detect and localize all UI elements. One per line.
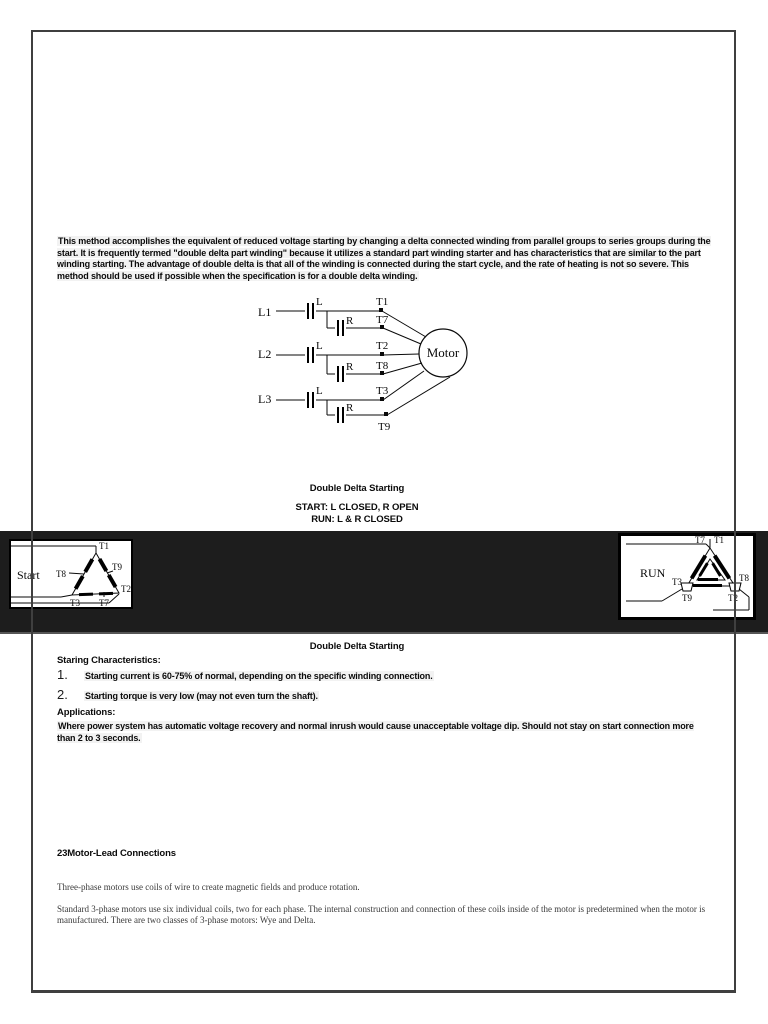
start-t9-label: T9	[112, 562, 122, 572]
motor-lead-paragraph-1: Three-phase motors use coils of wire to create magnetic fields and produce rotation.	[57, 882, 360, 892]
terminal-t9-label: T9	[378, 421, 391, 433]
run-t3-label: T3	[672, 577, 682, 587]
contactor-r-label-1: R	[346, 315, 354, 327]
run-delta-box	[618, 533, 756, 620]
caption-run-line: RUN: L & R CLOSED	[311, 514, 403, 525]
run-t8-label: T8	[739, 573, 749, 583]
diagram-title: Double Delta Starting	[309, 483, 405, 494]
characteristic-item-1	[57, 668, 677, 683]
characteristics-heading-text: Staring Characteristics:	[57, 655, 161, 666]
run-t1-label: T1	[714, 535, 724, 545]
contactor-r-label-2: R	[346, 361, 354, 373]
terminal-t8-label: T8	[376, 360, 389, 372]
section-title-double-delta-starting: Double Delta Starting	[309, 641, 405, 652]
applications-paragraph	[57, 721, 707, 744]
characteristic-item-1-number: 1.	[57, 667, 68, 682]
start-t2-label: T2	[121, 584, 131, 594]
characteristic-item-2-number: 2.	[57, 687, 68, 702]
start-box-label: Start	[17, 568, 40, 582]
intro-paragraph	[57, 236, 713, 282]
intro-paragraph-text: This method accomplishes the equivalent of reduced voltage starting by changing a delta connected winding from parallel groups to series groups during the start. It is frequently termed "double delta part winding" because it utilizes a standard part winding starter and has characteristics that are similar to the part winding starting. The advantage of double delta is that all of the winding is connected during the start cycle, and the rate of heating is not so severe. This method should be used if possible when the specification is for a double delta winding.	[57, 236, 711, 281]
characteristic-item-1-text: Starting current is 60-75% of normal, depending on the specific winding connection.	[85, 671, 433, 681]
terminal-t1-label: T1	[376, 296, 389, 308]
run-t7-label: T7	[695, 535, 705, 545]
motor-label: Motor	[426, 345, 460, 360]
motor-lead-paragraph-2: Standard 3-phase motors use six individual coils, two for each phase. The internal construction and connection of these coils inside of the motor is predetermined when the motor is manufactured. There are two classes of 3-phase motors: Wye and Delta.	[57, 904, 706, 925]
contactor-l-label-3: L	[316, 385, 323, 397]
terminal-t2-label: T2	[376, 340, 389, 352]
motor-lead-heading: 23Motor-Lead Connections	[57, 848, 176, 859]
terminal-t7-label: T7	[376, 314, 389, 326]
run-corner-node-left	[681, 583, 693, 591]
run-box-label: RUN	[640, 566, 666, 580]
line-l2-label: L2	[258, 347, 272, 361]
contactor-l-label-2: L	[316, 340, 323, 352]
line-l1-label: L1	[258, 305, 272, 319]
run-corner-node-right	[729, 583, 741, 591]
start-delta-diagram	[9, 539, 133, 609]
caption-start-line: START: L CLOSED, R OPEN	[295, 502, 419, 513]
characteristic-item-2-text: Starting torque is very low (may not even turn the shaft).	[85, 691, 318, 701]
double-delta-circuit-diagram	[250, 293, 485, 443]
start-t7-label: T7	[99, 598, 109, 608]
start-t1-label: T1	[99, 541, 109, 551]
start-t8-label: T8	[56, 569, 66, 579]
run-delta-diagram	[618, 533, 756, 620]
run-t9-label: T9	[682, 593, 692, 603]
terminal-t3-label: T3	[376, 385, 389, 397]
characteristic-item-2	[57, 688, 677, 703]
run-t2-label: T2	[728, 593, 738, 603]
line-l3-label: L3	[258, 392, 272, 406]
contactor-l-label-1: L	[316, 296, 323, 308]
applications-paragraph-text: Where power system has automatic voltage recovery and normal inrush would cause unacceptable voltage dip. Should not stay on start connection more than 2 to 3 seconds.	[57, 721, 694, 743]
applications-heading	[57, 707, 115, 719]
start-t3-label: T3	[70, 598, 80, 608]
start-delta-box	[9, 539, 133, 609]
contactor-r-label-3: R	[346, 402, 354, 414]
applications-heading-text: Applications:	[57, 707, 116, 718]
characteristics-heading	[57, 655, 161, 667]
